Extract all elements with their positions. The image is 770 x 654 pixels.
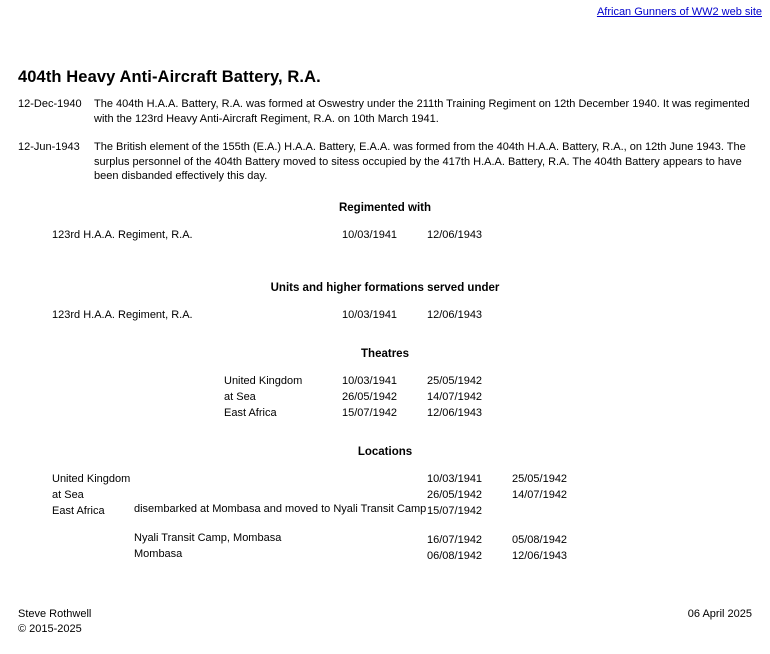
- location-theatre: United Kingdom: [52, 473, 131, 485]
- theatres-heading: Theatres: [361, 348, 409, 360]
- location-place: Mombasa: [134, 548, 183, 560]
- history-entry-date: 12-Dec-1940: [18, 98, 82, 110]
- table-row: [0, 373, 770, 389]
- theatres-section: [0, 348, 770, 421]
- units-served-under-section: [0, 282, 770, 323]
- date-to: 25/05/1942: [512, 473, 568, 485]
- location-place: disembarked at Mombasa and moved to Nyali Transit Camp: [134, 503, 427, 515]
- date-to: 25/05/1942: [427, 375, 483, 387]
- table-row: [0, 532, 770, 548]
- african-gunners-site-link[interactable]: African Gunners of WW2 web site: [596, 6, 762, 18]
- date-from: 15/07/1942: [342, 407, 398, 419]
- theatres-rows: [0, 373, 770, 421]
- table-row: [0, 307, 770, 323]
- theatre-name: at Sea: [224, 391, 256, 403]
- date-to: 12/06/1943: [427, 407, 483, 419]
- table-row: [0, 227, 770, 243]
- theatre-name: United Kingdom: [224, 375, 303, 387]
- footer-author: Steve Rothwell: [18, 608, 92, 620]
- location-theatre: East Africa: [52, 505, 105, 517]
- date-to: 12/06/1943: [427, 229, 483, 241]
- date-from: 26/05/1942: [427, 489, 483, 501]
- table-row: [0, 405, 770, 421]
- regimented-with-rows: [0, 227, 770, 243]
- date-to: 12/06/1943: [512, 550, 568, 562]
- table-row: [0, 503, 770, 532]
- date-from: 16/07/1942: [427, 534, 483, 546]
- location-theatre: at Sea: [52, 489, 84, 501]
- date-from: 10/03/1941: [427, 473, 483, 485]
- units-served-under-rows: [0, 307, 770, 323]
- table-row: [0, 471, 770, 487]
- date-to: 05/08/1942: [512, 534, 568, 546]
- date-from: 26/05/1942: [342, 391, 398, 403]
- date-from: 10/03/1941: [342, 229, 398, 241]
- history-section: [18, 97, 753, 198]
- history-entry-date: 12-Jun-1943: [18, 141, 80, 153]
- locations-rows: [0, 471, 770, 564]
- table-row: [0, 487, 770, 503]
- history-entry-text: The British element of the 155th (E.A.) H.A.A. Battery, E.A.A. was formed from the 404th H.A.A. Battery, R.A., on 12th June 1943. The surplus personnel of the 404th Battery moved to sitess occupied by the 417th H.A.A. Battery, R.A. The 404th Battery appears to have been disbanded effectively this day.: [94, 141, 746, 182]
- date-from: 06/08/1942: [427, 550, 483, 562]
- footer-date: 06 April 2025: [687, 608, 752, 620]
- history-entry: [18, 140, 753, 184]
- history-entry: [18, 97, 753, 126]
- location-place: Nyali Transit Camp, Mombasa: [134, 532, 282, 544]
- theatre-name: East Africa: [224, 407, 277, 419]
- footer-line-top: [18, 607, 752, 622]
- date-from: 15/07/1942: [427, 505, 483, 517]
- locations-heading: Locations: [357, 446, 413, 458]
- regiment-name: 123rd H.A.A. Regiment, R.A.: [52, 309, 193, 321]
- topbar: [597, 2, 762, 20]
- table-row: [0, 548, 770, 564]
- regimented-with-section: [0, 202, 770, 243]
- regimented-with-heading: Regimented with: [338, 202, 431, 214]
- footer-line-bottom: [18, 622, 752, 637]
- date-from: 10/03/1941: [342, 375, 398, 387]
- page-title: 404th Heavy Anti-Aircraft Battery, R.A.: [18, 68, 321, 87]
- regiment-name: 123rd H.A.A. Regiment, R.A.: [52, 229, 193, 241]
- history-entry-text: The 404th H.A.A. Battery, R.A. was formed at Oswestry under the 211th Training Regiment on 12th December 1940. It was regimented with the 123rd Heavy Anti-Aircraft Regiment, R.A. on 10th March 1941.: [94, 98, 750, 125]
- date-to: 12/06/1943: [427, 309, 483, 321]
- units-served-under-heading: Units and higher formations served under: [270, 282, 500, 294]
- footer: [18, 607, 752, 637]
- date-to: 14/07/1942: [427, 391, 483, 403]
- locations-section: [0, 446, 770, 564]
- date-to: 14/07/1942: [512, 489, 568, 501]
- footer-copyright: © 2015-2025: [18, 623, 82, 635]
- table-row: [0, 389, 770, 405]
- date-from: 10/03/1941: [342, 309, 398, 321]
